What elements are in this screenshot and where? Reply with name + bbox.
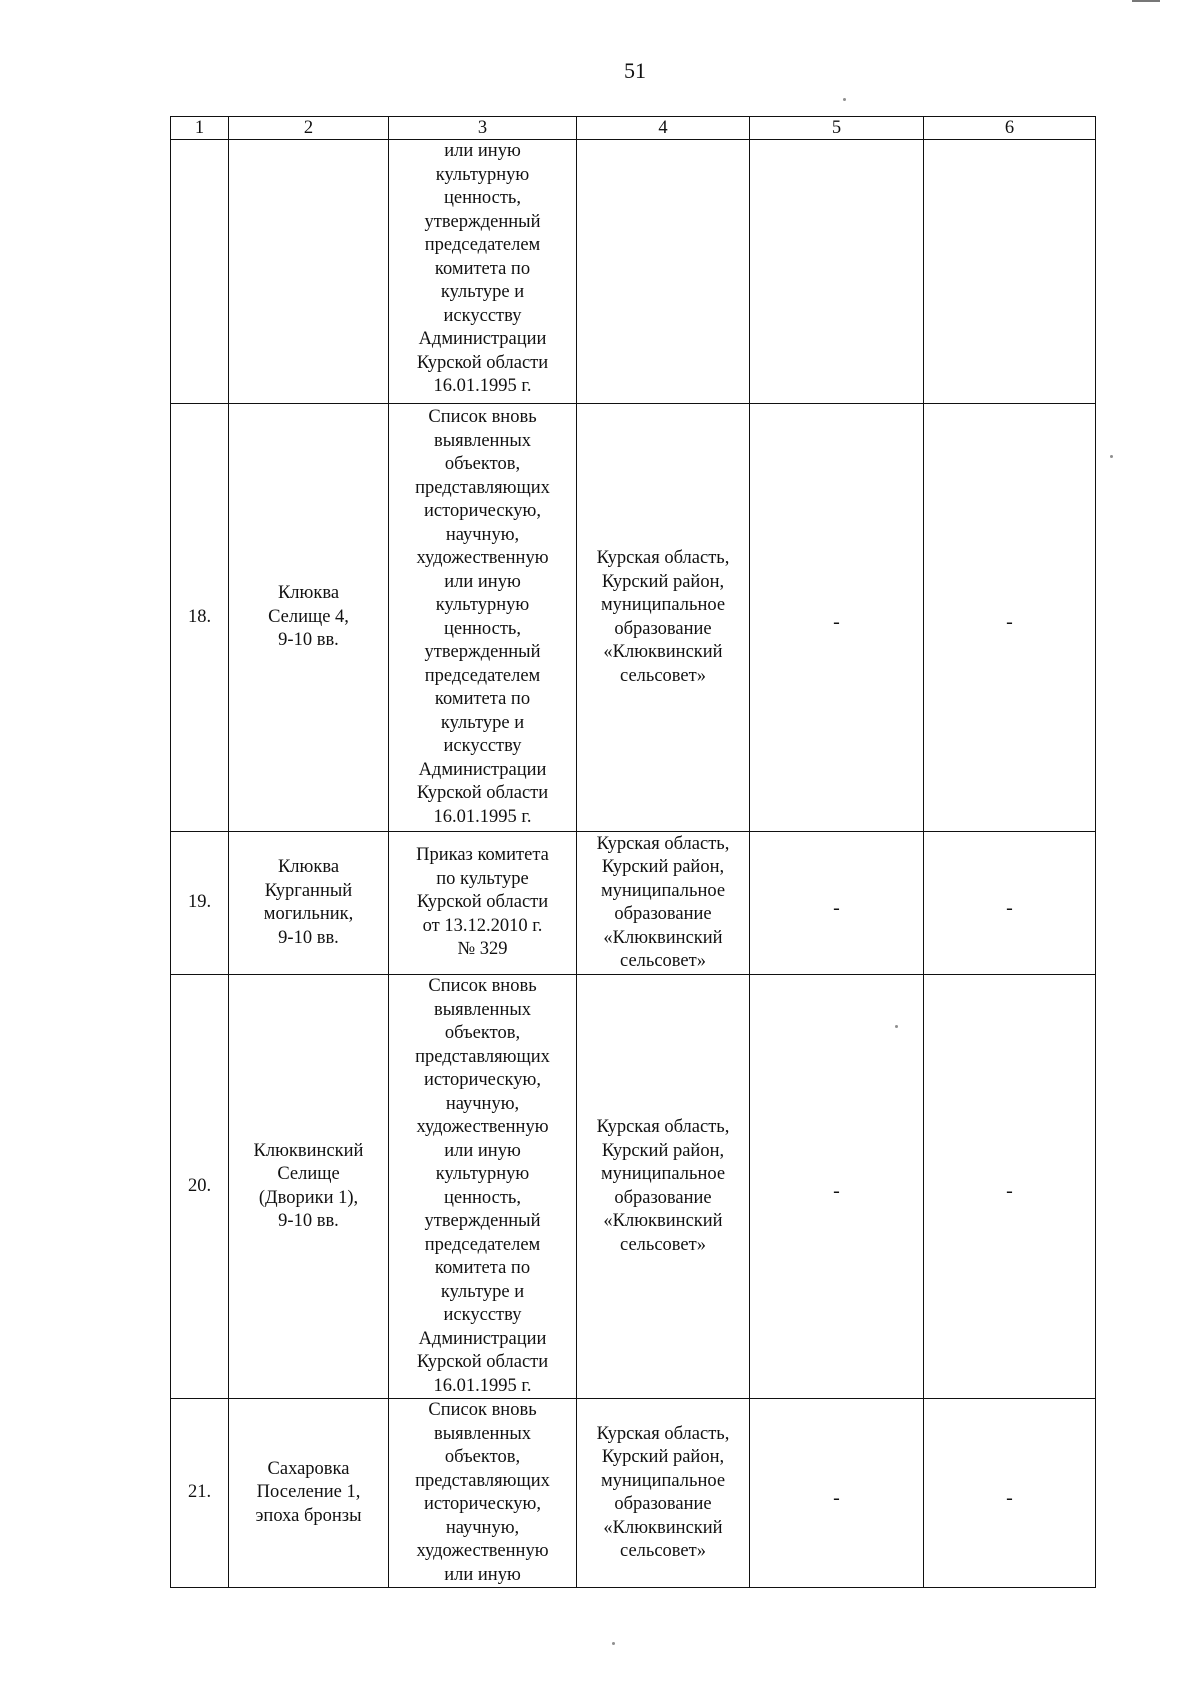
cell-line: ценность, [444, 618, 521, 639]
cell-line: культурную [435, 595, 530, 615]
cell-line: или иную [444, 141, 521, 161]
location-cell [577, 832, 750, 975]
page-number: 51 [624, 58, 646, 83]
cell-line: Администрации [418, 329, 547, 349]
row-number-cell: 21. [171, 1399, 229, 1588]
cell-line: сельсовет» [620, 951, 706, 971]
row-number-cell: 19. [171, 832, 229, 975]
cell-line: председателем [424, 665, 541, 686]
cell-line: искусству [443, 736, 522, 756]
cell-line: или иную [444, 571, 521, 592]
cell-line: Курский район, [601, 571, 725, 592]
column-header: 2 [229, 117, 389, 140]
cell-line: председателем [424, 235, 541, 255]
cell-line: Курской области [416, 892, 549, 913]
cell-line: от 13.12.2010 г. [422, 915, 543, 936]
table-row [171, 404, 1096, 832]
cell-line: искусству [443, 305, 522, 326]
cell-line: выявленных [433, 999, 532, 1020]
column-5-cell [750, 832, 924, 975]
cell-line: ценность, [444, 1187, 521, 1208]
column-5-cell [750, 140, 924, 404]
cell-line: Курская область, [596, 1117, 730, 1137]
cell-line: представляющих [415, 1470, 550, 1491]
cell-line: культурную [435, 164, 530, 185]
cell-line: Список вновь [428, 1400, 537, 1420]
document-cell [389, 1399, 577, 1588]
cell-line: «Клюквинский [603, 642, 723, 662]
cell-line: «Клюквинский [603, 1211, 723, 1231]
scan-speck [1110, 455, 1113, 458]
row-number-cell: 18. [171, 404, 229, 832]
cell-line: утвержденный [424, 1211, 541, 1231]
cell-line: Администрации [418, 1328, 547, 1349]
cell-line: муниципальное [600, 1164, 726, 1184]
cell-line: научную, [445, 1093, 520, 1114]
cell-line: выявленных [433, 1423, 532, 1444]
dash-value: - [1006, 611, 1013, 634]
cell-line: культуре и [440, 1281, 525, 1302]
column-5-cell [750, 404, 924, 832]
object-name-cell [229, 975, 389, 1399]
cell-line: культуре и [440, 282, 525, 302]
column-6-cell [924, 975, 1096, 1399]
cell-line: муниципальное [600, 1470, 726, 1491]
column-6-cell [924, 832, 1096, 975]
cell-line: историческую, [424, 1070, 541, 1090]
object-name-cell [229, 832, 389, 975]
cell-line: Сахаровка [267, 1458, 350, 1479]
cell-line: научную, [445, 1517, 520, 1538]
cell-line: «Клюквинский [603, 927, 723, 948]
cell-line: Селище 4, [268, 606, 349, 627]
dash-value: - [1006, 1486, 1013, 1509]
column-6-cell [924, 404, 1096, 832]
scan-edge-mark [1132, 0, 1160, 2]
column-header: 4 [577, 117, 750, 140]
cell-line: объектов, [444, 454, 521, 474]
cell-line: эпоха бронзы [255, 1505, 362, 1526]
cell-line: 9-10 вв. [278, 630, 339, 651]
cell-line: художественную [416, 548, 549, 568]
cell-line: 9-10 вв. [278, 927, 339, 948]
column-header: 1 [171, 117, 229, 140]
dash-value: - [833, 611, 840, 634]
cell-line: искусству [443, 1305, 522, 1325]
object-name-cell [229, 140, 389, 404]
cell-line: утвержденный [424, 211, 541, 232]
cell-line: 16.01.1995 г. [433, 376, 532, 396]
cell-line: объектов, [444, 1023, 521, 1043]
table-row [171, 1399, 1096, 1588]
cell-line: по культуре [436, 868, 529, 889]
cell-line: образование [614, 1187, 712, 1208]
cell-line: образование [614, 904, 712, 924]
cell-line: муниципальное [600, 595, 726, 615]
cell-line: Список вновь [428, 407, 537, 427]
cell-line: Курской области [416, 783, 549, 803]
cell-line: ценность, [444, 188, 521, 208]
object-name-cell [229, 404, 389, 832]
cell-line: Курский район, [601, 857, 725, 877]
header-row [171, 117, 1096, 140]
cell-line: культуре и [440, 712, 525, 733]
cell-line: культурную [435, 1164, 530, 1184]
cell-line: художественную [416, 1117, 549, 1137]
row-number-cell: 20. [171, 975, 229, 1399]
cell-line: Поселение 1, [256, 1482, 361, 1503]
cell-line: Клюква [277, 583, 340, 604]
cell-line: историческую, [424, 501, 541, 521]
cell-line: художественную [416, 1541, 549, 1561]
location-cell [577, 1399, 750, 1588]
cell-line: комитета по [434, 258, 531, 279]
column-header: 5 [750, 117, 924, 140]
column-header: 6 [924, 117, 1096, 140]
cell-line: Приказ комитета [416, 845, 549, 866]
location-cell [577, 140, 750, 404]
cell-line: Курская область, [596, 548, 730, 568]
cell-line: образование [614, 618, 712, 639]
document-cell [389, 832, 577, 975]
cell-line: 9-10 вв. [278, 1211, 339, 1231]
cell-line: (Дворики 1), [258, 1187, 359, 1208]
cell-line: муниципальное [600, 880, 726, 901]
table-row [171, 832, 1096, 975]
table-row [171, 140, 1096, 404]
scan-speck [895, 1025, 898, 1028]
cell-line: сельсовет» [620, 1234, 706, 1255]
dash-value: - [1006, 1180, 1013, 1203]
location-cell [577, 404, 750, 832]
document-cell [389, 404, 577, 832]
location-cell [577, 975, 750, 1399]
cell-line: сельсовет» [620, 665, 706, 686]
dash-value: - [833, 1180, 840, 1203]
cell-line: утвержденный [424, 642, 541, 662]
cell-line: сельсовет» [620, 1541, 706, 1561]
cell-line: или иную [444, 1140, 521, 1161]
column-5-cell [750, 975, 924, 1399]
cell-line: № 329 [457, 939, 508, 960]
cell-line: Селище [277, 1164, 340, 1184]
cell-line: объектов, [444, 1447, 521, 1467]
cell-line: Клюква [277, 857, 340, 877]
cell-line: 16.01.1995 г. [433, 806, 532, 827]
cell-line: «Клюквинский [603, 1517, 723, 1538]
document-cell [389, 140, 577, 404]
table-row [171, 975, 1096, 1399]
row-number-cell [171, 140, 229, 404]
cell-line: комитета по [434, 1258, 531, 1278]
cell-line: Курский район, [601, 1447, 725, 1467]
cell-line: Курганный [264, 880, 353, 901]
cell-line: представляющих [415, 477, 550, 498]
document-cell [389, 975, 577, 1399]
cell-line: историческую, [424, 1494, 541, 1514]
cell-line: Администрации [418, 759, 547, 780]
column-6-cell [924, 140, 1096, 404]
scan-speck [843, 98, 846, 101]
monuments-table [170, 116, 1096, 1588]
cell-line: Курской области [416, 352, 549, 373]
cell-line: могильник, [263, 904, 354, 924]
column-header: 3 [389, 117, 577, 140]
column-5-cell [750, 1399, 924, 1588]
cell-line: Список вновь [428, 976, 537, 996]
cell-line: Клюквинский [253, 1140, 364, 1161]
cell-line: образование [614, 1494, 712, 1514]
dash-value: - [1006, 896, 1013, 919]
scan-speck [612, 1642, 615, 1645]
object-name-cell [229, 1399, 389, 1588]
cell-line: Курская область, [596, 833, 730, 854]
cell-line: Курская область, [596, 1423, 730, 1444]
dash-value: - [833, 1486, 840, 1509]
cell-line: 16.01.1995 г. [433, 1375, 532, 1396]
cell-line: комитета по [434, 689, 531, 709]
cell-line: Курской области [416, 1352, 549, 1372]
cell-line: научную, [445, 524, 520, 545]
dash-value: - [833, 896, 840, 919]
column-6-cell [924, 1399, 1096, 1588]
cell-line: выявленных [433, 430, 532, 451]
cell-line: или иную [444, 1564, 521, 1585]
cell-line: представляющих [415, 1046, 550, 1067]
cell-line: Курский район, [601, 1140, 725, 1161]
cell-line: председателем [424, 1234, 541, 1255]
